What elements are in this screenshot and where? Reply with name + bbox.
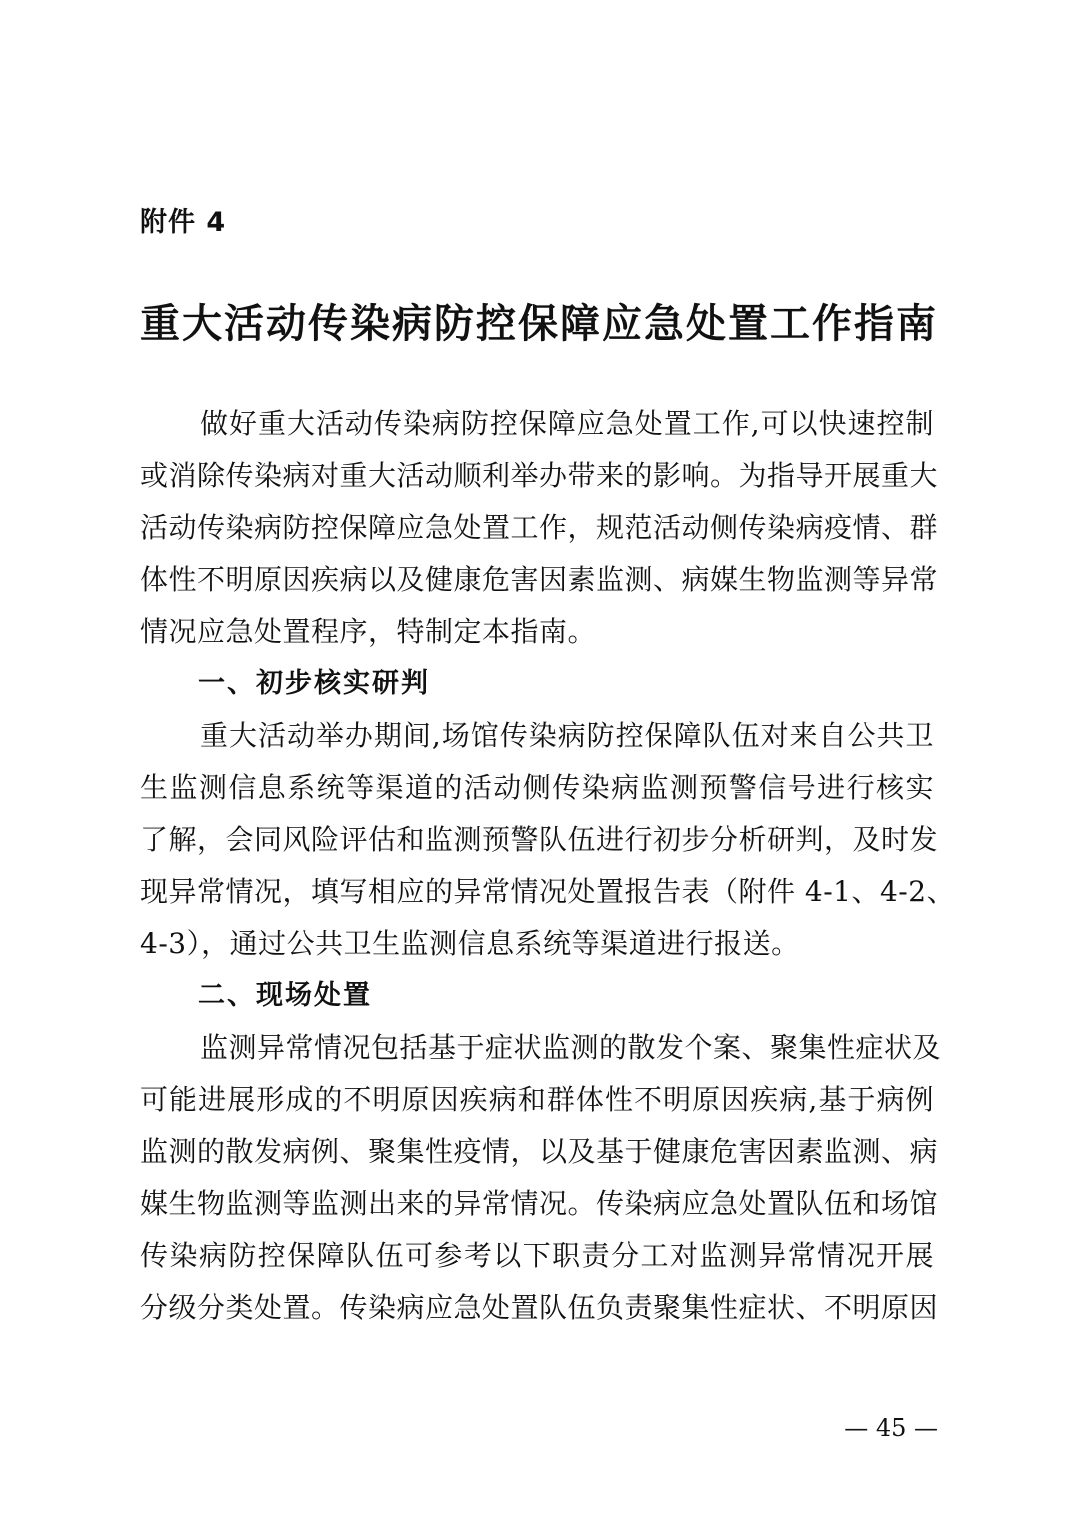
intro-line-2: 或消除传染病对重大活动顺利举办带来的影响。为指导开展重大 xyxy=(140,459,939,492)
section2-line-3: 监测的散发病例、聚集性疫情，以及基于健康危害因素监测、病 xyxy=(140,1135,939,1168)
section1-line-3: 了解，会同风险评估和监测预警队伍进行初步分析研判，及时发 xyxy=(140,823,939,856)
section1-line-2: 生监测信息系统等渠道的活动侧传染病监测预警信号进行核实 xyxy=(140,771,934,804)
section2-line-6: 分级分类处置。传染病应急处置队伍负责聚集性症状、不明原因 xyxy=(140,1291,939,1324)
intro-line-1: 做好重大活动传染病防控保障应急处置工作,可以快速控制 xyxy=(200,407,934,440)
section2-line-2: 可能进展形成的不明原因疾病和群体性不明原因疾病,基于病例 xyxy=(140,1083,934,1116)
document-title: 重大活动传染病防控保障应急处置工作指南 xyxy=(140,300,938,347)
intro-line-4: 体性不明原因疾病以及健康危害因素监测、病媒生物监测等异常 xyxy=(140,563,939,596)
section-heading-2: 二、现场处置 xyxy=(198,980,372,1011)
document-body xyxy=(140,398,956,1334)
section1-line-4: 现异常情况，填写相应的异常情况处置报告表（附件 4-1、4-2、 xyxy=(140,875,956,908)
section2-line-1: 监测异常情况包括基于症状监测的散发个案、聚集性症状及 xyxy=(200,1031,942,1064)
intro-line-3: 活动传染病防控保障应急处置工作，规范活动侧传染病疫情、群 xyxy=(140,511,939,544)
section2-line-4: 媒生物监测等监测出来的异常情况。传染病应急处置队伍和场馆 xyxy=(140,1187,939,1220)
section1-line-5: 4-3），通过公共卫生监测信息系统等渠道进行报送。 xyxy=(140,927,800,960)
intro-line-5: 情况应急处置程序，特制定本指南。 xyxy=(140,615,597,648)
page-number: — 45 — xyxy=(844,1414,938,1442)
section2-line-5: 传染病防控保障队伍可参考以下职责分工对监测异常情况开展 xyxy=(140,1239,934,1272)
section-heading-1: 一、初步核实研判 xyxy=(198,668,430,699)
section1-line-1: 重大活动举办期间,场馆传染病防控保障队伍对来自公共卫 xyxy=(200,719,934,752)
attachment-label: 附件 4 xyxy=(140,207,227,238)
